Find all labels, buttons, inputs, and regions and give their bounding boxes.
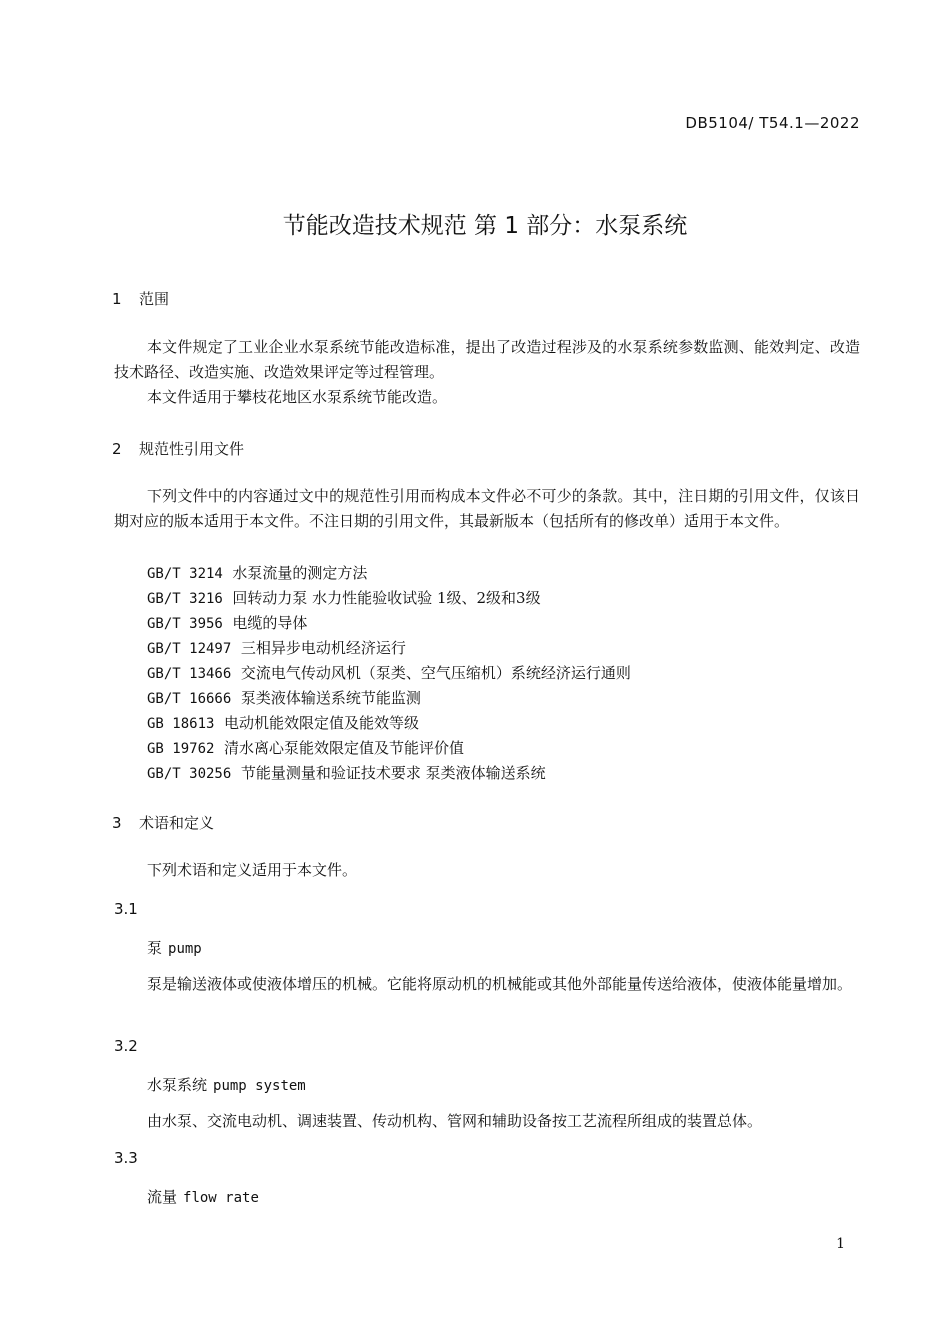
reference-title: 电缆的导体 [232,614,308,632]
scope-text-2: 本文件适用于攀枝花地区水泵系统节能改造。 [147,388,448,406]
reference-title: 水泵流量的测定方法 [232,564,368,582]
section-title: 范围 [139,290,170,308]
term-heading [147,1186,259,1207]
term-cn: 流量 [147,1188,178,1206]
term-number: 3.3 [114,1149,138,1167]
section-heading-normative [112,438,244,459]
reference-item [147,737,464,758]
term-definition-text: 由水泵、交流电动机、调速装置、传动机构、管网和辅助设备按工艺流程所组成的装置总体。 [147,1112,763,1130]
term-en: flow rate [183,1190,259,1206]
reference-title: 回转动力泵 水力性能验收试验 1级、2级和3级 [232,589,541,607]
document-code: DB5104/ T54.1—2022 [685,114,860,132]
term-cn: 泵 [147,939,163,957]
reference-title: 电动机能效限定值及能效等级 [223,714,419,732]
reference-code: GB 18613 [147,716,215,732]
section-title: 规范性引用文件 [139,440,245,458]
reference-item [147,687,421,708]
reference-title: 泵类液体输送系统节能监测 [240,689,421,707]
reference-item [147,562,367,583]
term-definition [114,1109,860,1134]
scope-text-1: 本文件规定了工业企业水泵系统节能改造标准，提出了改造过程涉及的水泵系统参数监测、能效判定、改造技术路径、改造实施、改造效果评定等过程管理。 [114,338,860,381]
reference-item [147,587,541,608]
term-en: pump system [213,1078,306,1094]
reference-item [147,762,546,783]
term-heading [147,937,202,958]
reference-code: GB/T 3216 [147,591,223,607]
normative-intro-text: 下列文件中的内容通过文中的规范性引用而构成本文件必不可少的条款。其中，注日期的引用文件，仅该日期对应的版本适用于本文件。不注日期的引用文件，其最新版本（包括所有的修改单）适用于本文件。 [114,487,860,530]
term-number: 3.1 [114,900,138,918]
term-number: 3.2 [114,1037,138,1055]
reference-code: GB/T 12497 [147,641,232,657]
reference-title: 节能量测量和验证技术要求 泵类液体输送系统 [240,764,546,782]
normative-intro [114,484,860,534]
reference-title: 三相异步电动机经济运行 [240,639,406,657]
term-cn: 水泵系统 [147,1076,208,1094]
term-definition [114,972,860,997]
reference-item [147,612,307,633]
reference-item [147,637,406,658]
reference-code: GB/T 30256 [147,766,232,782]
reference-item [147,712,419,733]
reference-title: 清水离心泵能效限定值及节能评价值 [223,739,464,757]
reference-code: GB/T 16666 [147,691,232,707]
term-en: pump [168,941,202,957]
reference-code: GB/T 3214 [147,566,223,582]
section-number: 3 [112,814,122,832]
term-heading [147,1074,306,1095]
reference-code: GB/T 13466 [147,666,232,682]
page-number: 1 [836,1236,845,1252]
document-title: 节能改造技术规范 第 1 部分：水泵系统 [282,213,688,239]
section-title: 术语和定义 [139,814,215,832]
section-number: 2 [112,440,122,458]
reference-title: 交流电气传动风机（泵类、空气压缩机）系统经济运行通则 [240,664,631,682]
reference-code: GB/T 3956 [147,616,223,632]
terms-intro [114,858,860,883]
terms-intro-text: 下列术语和定义适用于本文件。 [147,861,358,879]
section-heading-terms [112,812,214,833]
term-definition-text: 泵是输送液体或使液体增压的机械。它能将原动机的机械能或其他外部能量传送给液体，使液体能量增加。 [147,975,853,993]
reference-code: GB 19762 [147,741,215,757]
section-number: 1 [112,290,122,308]
section-heading-scope [112,288,169,309]
scope-paragraph-1 [114,335,860,385]
scope-paragraph-2 [114,385,860,410]
reference-item [147,662,631,683]
